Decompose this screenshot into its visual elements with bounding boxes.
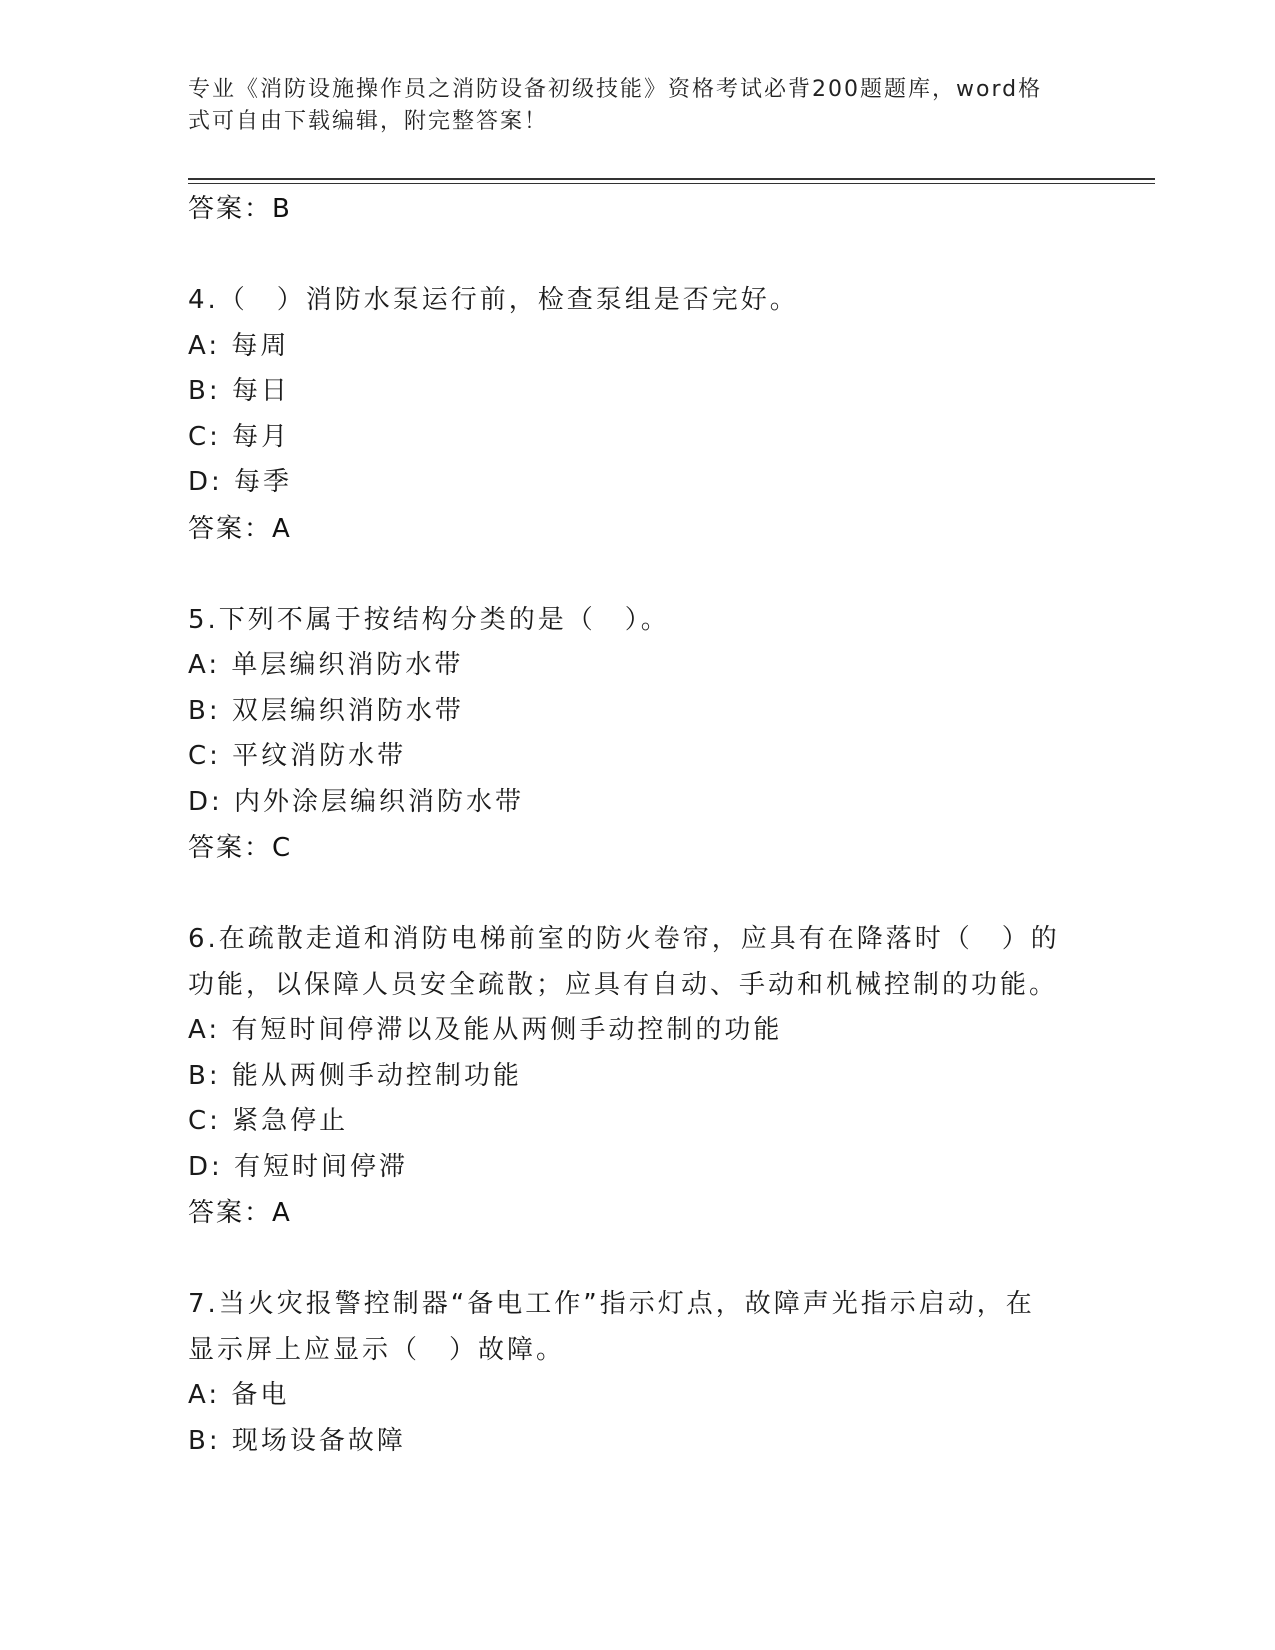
question-stem: 4.（ ）消防水泵运行前，检查泵组是否完好。 <box>188 285 799 315</box>
header-line-2: 式可自由下载编辑，附完整答案！ <box>188 109 549 134</box>
question-6 <box>188 917 1088 1236</box>
option-d: D: 每季 <box>188 467 293 497</box>
option-d: D: 内外涂层编织消防水带 <box>188 786 525 817</box>
answer: 答案：C <box>188 833 293 863</box>
option-a: A: 单层编织消防水带 <box>188 650 464 680</box>
question-4 <box>188 278 1088 552</box>
question-stem-line-2: 显示屏上应显示（ ）故障。 <box>188 1334 566 1365</box>
document-body <box>188 186 1088 1464</box>
option-a: A: 备电 <box>188 1380 290 1410</box>
header-rule-thick <box>188 178 1155 180</box>
option-b: B: 现场设备故障 <box>188 1425 406 1456</box>
question-stem-line-2: 功能，以保障人员安全疏散；应具有自动、手动和机械控制的功能。 <box>188 969 1059 1000</box>
option-b: B: 每日 <box>188 376 290 406</box>
question-stem: 5.下列不属于按结构分类的是（ ）。 <box>188 604 670 635</box>
option-b: B: 能从两侧手动控制功能 <box>188 1060 522 1091</box>
document-header <box>188 74 1088 138</box>
option-c: C: 平纹消防水带 <box>188 741 407 771</box>
previous-answer: 答案：B <box>188 194 292 224</box>
question-5 <box>188 598 1088 872</box>
header-line-1: 专业《消防设施操作员之消防设备初级技能》资格考试必背200题题库，word格 <box>188 77 1043 102</box>
option-c: C: 每月 <box>188 421 291 452</box>
option-a: A: 有短时间停滞以及能从两侧手动控制的功能 <box>188 1015 783 1045</box>
answer: 答案：A <box>188 1198 292 1228</box>
option-a: A: 每周 <box>188 330 290 361</box>
header-rule-thin <box>188 183 1155 184</box>
question-7 <box>188 1282 1088 1464</box>
question-stem-line-1: 7.当火灾报警控制器“备电工作”指示灯点，故障声光指示启动，在 <box>188 1289 1035 1319</box>
answer: 答案：A <box>188 513 292 544</box>
question-stem-line-1: 6.在疏散走道和消防电梯前室的防火卷帘，应具有在降落时（ ）的 <box>188 924 1060 954</box>
option-c: C: 紧急停止 <box>188 1106 349 1136</box>
option-d: D: 有短时间停滞 <box>188 1151 409 1182</box>
option-b: B: 双层编织消防水带 <box>188 695 464 726</box>
